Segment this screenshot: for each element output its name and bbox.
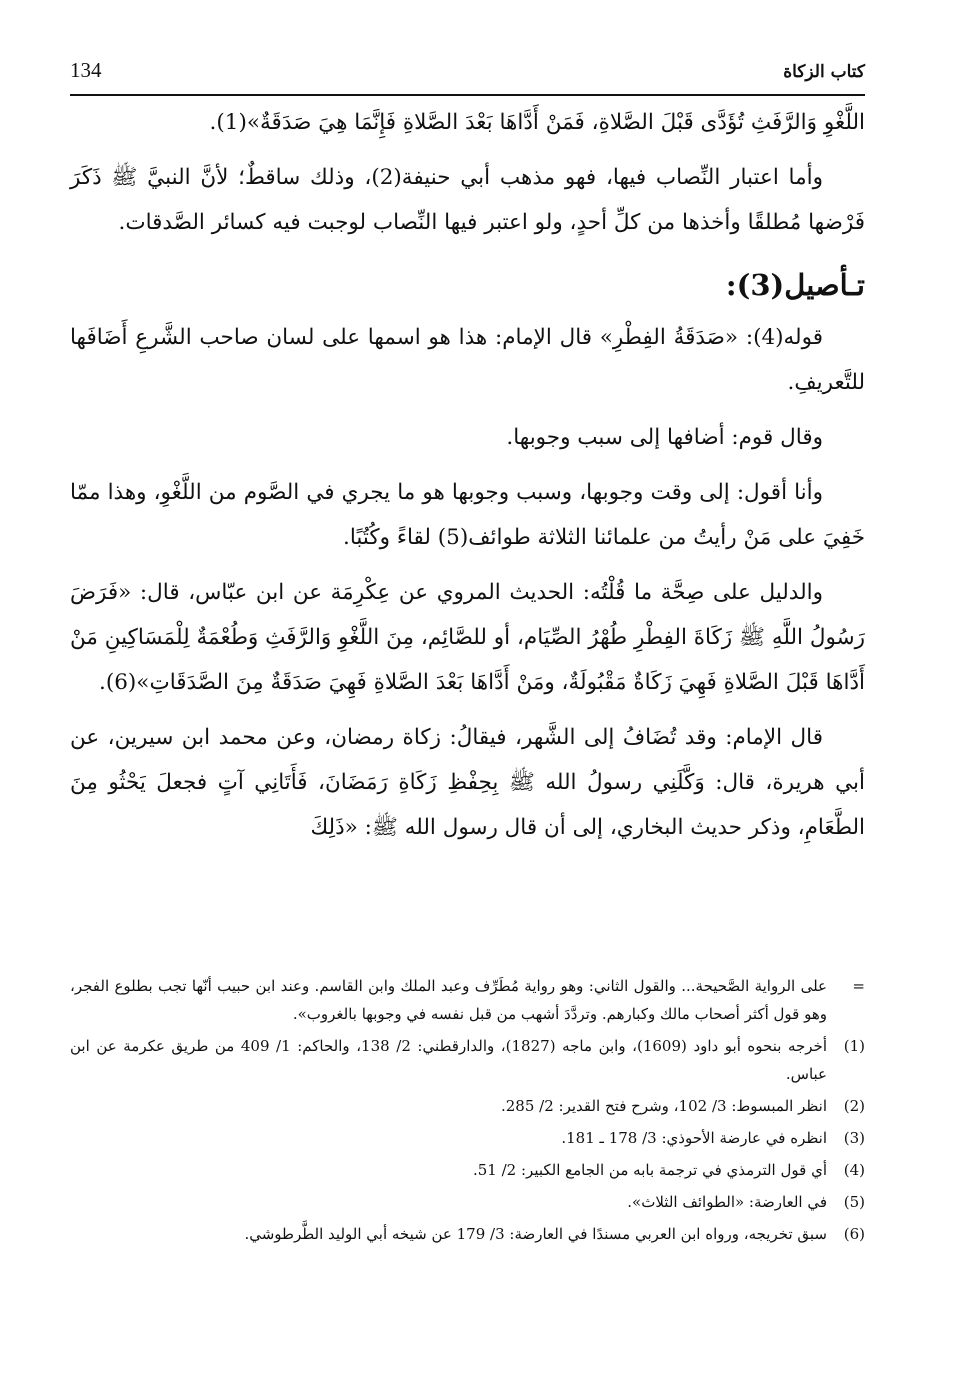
footnote-text: في العارضة: «الطوائف الثلاث». — [627, 1193, 827, 1211]
paragraph-1: اللَّغْوِ وَالرَّفَثِ تُؤَدَّى قَبْلَ الصَّلاةِ، فَمَنْ أَدَّاهَا بَعْدَ الصَّلاةِ فَإِنَّمَا هِيَ صَدَقَةٌ»(1). — [209, 110, 865, 135]
footnote-number: (6) — [843, 1225, 865, 1243]
footnotes — [70, 972, 865, 1252]
footnote — [70, 1092, 865, 1120]
footnote — [70, 972, 865, 1028]
footnote-number: (3) — [843, 1129, 865, 1147]
footnote-number: (4) — [843, 1161, 865, 1179]
paragraph-3: قوله(4): «صَدَقَةُ الفِطْرِ» قال الإمام: هذا هو اسمها على لسان صاحب الشَّرعِ أَضَافَها للتَّعريفِ. — [70, 325, 865, 395]
paragraph-5: وأنا أقول: إلى وقت وجوبها، وسبب وجوبها هو ما يجري في الصَّوم من اللَّغْوِ، وهذا ممّا خَفِيَ على مَنْ رأيتُ من علمائنا الثلاثة طوائف(5) لقاءً وكُتُبًا. — [70, 480, 865, 550]
footnote-text: انظره في عارضة الأحوذي: 3/ 178 ـ 181. — [561, 1129, 827, 1147]
footnote-text: سبق تخريجه، ورواه ابن العربي مسندًا في العارضة: 3/ 179 عن شيخه أبي الوليد الطَّرطوشي. — [244, 1225, 827, 1243]
footnote-number: (1) — [843, 1037, 865, 1055]
footnote — [70, 1032, 865, 1088]
footnote — [70, 1220, 865, 1248]
footnote — [70, 1124, 865, 1152]
footnote-number: (2) — [843, 1097, 865, 1115]
chapter-title: كتاب الزكاة — [783, 62, 865, 82]
page-header — [70, 58, 865, 96]
footnote — [70, 1156, 865, 1184]
main-text — [70, 100, 865, 860]
footnote-text: أخرجه بنحوه أبو داود (1609)، وابن ماجه (1827)، والدارقطني: 2/ 138، والحاكم: 1/ 409 من طريق عكرمة عن ابن عباس. — [70, 1037, 827, 1083]
footnote — [70, 1188, 865, 1216]
footnote-text: على الرواية الصَّحيحة... والقول الثاني: وهو رواية مُطَرِّف وعبد الملك وابن القاسم. وعند ابن حبيب أنّها تجب بطلوع الفجر، وهو قول أكثر أصحاب مالك وكبارهم. وتردَّدَ أشهب من قبل نفسه في وجوبها بالغروب». — [70, 977, 827, 1023]
footnote-text: أي قول الترمذي في ترجمة بابه من الجامع الكبير: 2/ 51. — [472, 1161, 827, 1179]
paragraph-6: والدليل على صِحَّة ما قُلْتُه: الحديث المروي عن عِكْرِمَة عن ابن عبّاس، قال: «فَرَضَ رَسُولُ اللَّهِ ﷺ زَكَاةَ الفِطْرِ طُهْرُ الصِّيَام، أو للصَّائِم، مِنَ اللَّغْوِ وَالرَّفَثِ وَطُعْمَةٌ لِلْمَسَاكِينِ مَنْ أَدَّاهَا قَبْلَ الصَّلاةِ فَهِيَ زَكَاةٌ مَقْبُولَةٌ، ومَنْ أَدَّاهَا بَعْدَ الصَّلاةِ فَهِيَ صَدَقَةٌ مِنَ الصَّدَقَاتِ»(6). — [70, 580, 865, 695]
paragraph-4: وقال قوم: أضافها إلى سبب وجوبها. — [506, 425, 823, 450]
footnote-number: = — [852, 977, 865, 995]
paragraph-7: قال الإمام: وقد تُضَافُ إلى الشَّهر، فيقالُ: زكاة رمضان، وعن محمد ابن سيرين، عن أبي هريرة، قال: وَكَّلَنِي رسولُ الله ﷺ بِحِفْظِ زَكَاةِ رَمَضَانَ، فَأَتَانِي آتٍ فجعلَ يَحْثُو مِنَ الطَّعَامِ، وذكر حديث البخاري، إلى أن قال رسول الله ﷺ: «ذَلِكَ — [70, 725, 865, 840]
paragraph-2: وأما اعتبار النِّصاب فيها، فهو مذهب أبي حنيفة(2)، وذلك ساقطٌ؛ لأنَّ النبيَّ ﷺ ذَكَرَ فَرْضها مُطلقًا وأخذها من كلِّ أحدٍ، ولو اعتبر فيها النِّصاب لوجبت فيه كسائر الصَّدقات. — [70, 165, 865, 235]
footnote-number: (5) — [843, 1193, 865, 1211]
footnote-text: انظر المبسوط: 3/ 102، وشرح فتح القدير: 2/ 285. — [500, 1097, 827, 1115]
book-page — [70, 0, 865, 1378]
page-number: 134 — [70, 58, 102, 82]
section-heading: تـأصيل(3): — [725, 268, 865, 302]
